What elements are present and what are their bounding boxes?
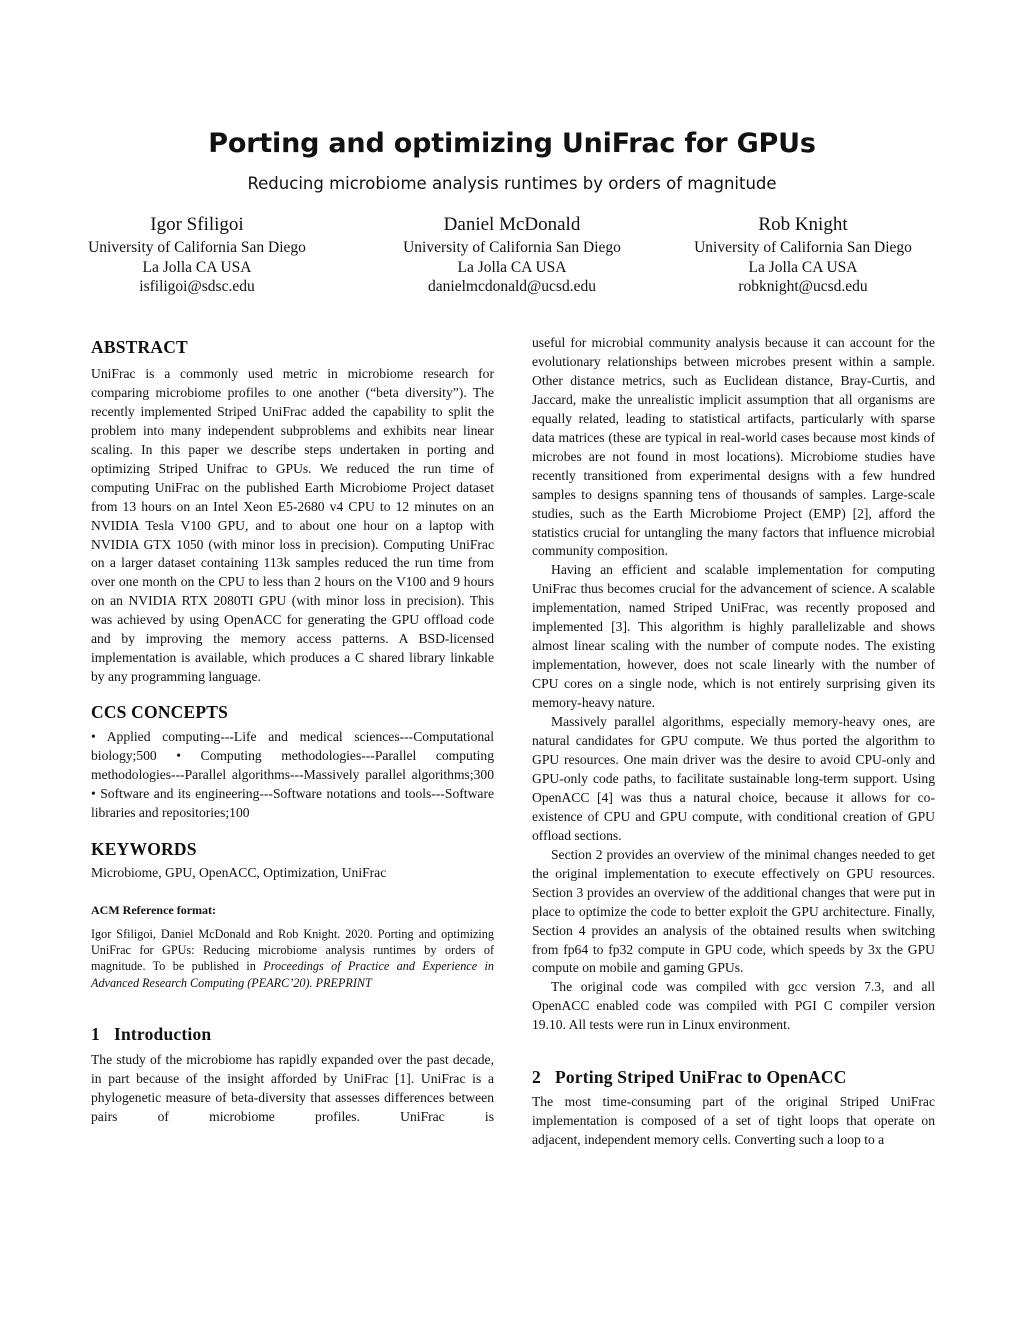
intro-paragraph-2: Having an efficient and scalable implementation for computing UniFrac thus becomes crucial for the advancement of science. A scalable implementation, named Striped UniFrac, was recently proposed and implemented [3]. This algorithm is highly parallelizable and shows almost linear scaling with the number of compute nodes. The existing implementation, however, does not scale linearly with the number of CPU cores on a single node, which is not entirely surprising given its memory-heavy nature. [532,562,935,711]
paper-title: Porting and optimizing UniFrac for GPUs [208,128,816,159]
author-location: La Jolla CA USA [457,258,567,276]
author-email: isfiligoi@sdsc.edu [139,278,255,295]
author-affiliation: University of California San Diego [403,239,621,256]
author-email: danielmcdonald@ucsd.edu [428,278,596,295]
acm-reference-venue: Proceedings of Practice and Experience in Advanced Research Computing (PEARC’20). PREPRINT [91,959,494,990]
author-name: Rob Knight [758,214,848,235]
author-email: robknight@ucsd.edu [738,278,868,295]
author-name: Daniel McDonald [443,214,581,235]
intro-paragraph-5: The original code was compiled with gcc version 7.3, and all OpenACC enabled code was compiled with PGI C compiler version 19.10. All tests were run in Linux environment. [532,979,935,1033]
keywords-text: Microbiome, GPU, OpenACC, Optimization, UniFrac [91,864,387,880]
intro-paragraph-1-end: useful for microbial community analysis because it can account for the evolutionary relationships between microbes present within a sample. Other distance metrics, such as Euclidean distance, Bray-Curtis, and Jaccard, make the unrealistic implicit assumption that all organisms are equally related, leading to statistical artifacts, particularly with sparse data matrices (these are typical in real-world cases because most kinds of microbes are not found in most locations). Microbiome studies have recently transitioned from experimental designs with a few hundred samples to designs spanning tens of thousands of samples. Large-scale studies, such as the Earth Microbiome Project (EMP) [2], afford the statistics crucial for untangling the many factors that influence microbial community composition. [532,335,935,559]
abstract-heading: ABSTRACT [91,337,188,357]
intro-paragraph-1-start: The study of the microbiome has rapidly expanded over the past decade, in part because of the insight afforded by UniFrac [1]. UniFrac is a phylogenetic measure of beta-diversity that assesses differences between pairs of microbiome profiles. UniFrac is [91,1051,494,1124]
section-1-heading [91,1025,494,1044]
paper-subtitle: Reducing microbiome analysis runtimes by orders of magnitude [247,174,777,193]
section-title: Introduction [113,1023,212,1044]
author-affiliation: University of California San Diego [88,239,306,256]
abstract-text: UniFrac is a commonly used metric in microbiome research for comparing microbiome profiles to one another (“beta diversity”). The recently implemented Striped UniFrac added the capability to split the problem into many independent subproblems and exhibits near linear scaling. In this paper we describe steps undertaken in porting and optimizing Striped Unifrac to GPUs. We reduced the run time of computing UniFrac on the published Earth Microbiome Project dataset from 13 hours on an Intel Xeon E5-2680 v4 CPU to 12 minutes on an NVIDIA Tesla V100 GPU, and to about one hour on a laptop with NVIDIA GTX 1050 (with minor loss in precision). Computing UniFrac on a larger dataset containing 113k samples reduced the run time from over one month on the CPU to less than 2 hours on the V100 and 9 hours on an NVIDIA RTX 2080TI GPU (with minor loss in precision). This was achieved by using OpenACC for generating the GPU offload code and by improving the memory access patterns. A BSD-licensed implementation is available, which produces a C shared library linkable by any programming language. [91,365,494,685]
left-column [91,334,494,1127]
author-location: La Jolla CA USA [748,258,858,276]
acm-reference-text [91,926,494,991]
ccs-heading: CCS CONCEPTS [91,702,229,723]
section-title: Porting Striped UniFrac to OpenACC [554,1067,847,1088]
right-column [532,334,935,1150]
keywords-heading: KEYWORDS [91,838,197,859]
section-number: 2 [532,1067,541,1088]
author-location: La Jolla CA USA [142,258,252,276]
section-number: 1 [91,1023,100,1044]
section-2-heading [532,1068,935,1087]
author-1 [47,212,347,297]
section-2-paragraph-1: The most time-consuming part of the original Striped UniFrac implementation is composed of a set of tight loops that operate on adjacent, independent memory cells. Converting such a loop to a [532,1094,935,1148]
intro-paragraph-3: Massively parallel algorithms, especially memory-heavy ones, are natural candidates for GPU compute. We thus ported the algorithm to GPU resources. One main driver was the desire to avoid CPU-only and GPU-only code paths, to facilitate sustainable long-term support. Using OpenACC [4] was thus a natural choice, because it allows for co-existence of CPU and GPU compute, with conditional creation of GPU offload sections. [532,714,935,843]
acm-reference-citation: Igor Sfiligoi, Daniel McDonald and Rob Knight. 2020. Porting and optimizing UniFrac for GPUs: Reducing microbiome analysis runtimes by orders of magnitude. To be published in [91,926,494,974]
author-3 [653,212,953,297]
author-affiliation: University of California San Diego [694,239,912,256]
acm-reference-heading: ACM Reference format: [91,902,217,917]
author-2 [362,212,662,297]
intro-paragraph-4: Section 2 provides an overview of the minimal changes needed to get the original implementation to execute effectively on GPU resources. Section 3 provides an overview of the additional changes that were put in place to optimize the code to better exploit the GPU architecture. Finally, Section 4 provides an analysis of the obtained results when switching from fp64 to fp32 compute in GPU code, which speeds by 3x the GPU compute on mobile and gaming GPUs. [532,846,935,976]
ccs-text: • Applied computing---Life and medical sciences---Computational biology;500 • Computing methodologies---Parallel computing methodologies---Parallel algorithms---Massively parallel algorithms;300 • Software and its engineering---Software notations and tools---Software libraries and repositories;100 [91,729,494,820]
author-name: Igor Sfiligoi [150,214,244,235]
